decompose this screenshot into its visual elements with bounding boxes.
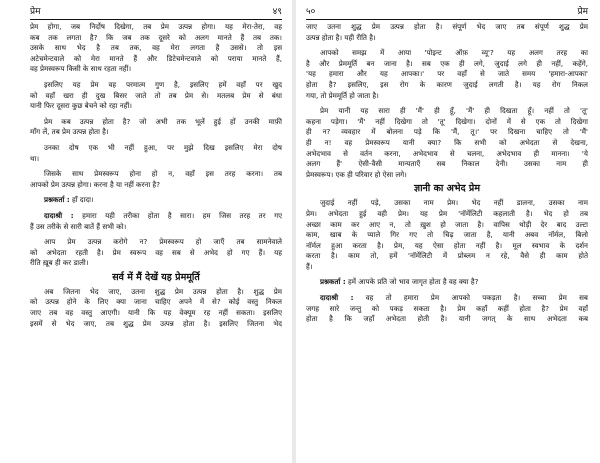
right-page-number: ५० (306, 7, 316, 17)
text-line: कब तक लगता है? कि जब तक दूसरे को अलग मानते हैं तब तक। (30, 32, 282, 42)
left-paragraph-6 (30, 237, 282, 269)
answer-text: हमारा यही तरीका होता है सारा। हम जिस तरह तर गए (73, 210, 282, 220)
right-paragraph-1 (306, 22, 588, 43)
text-line: होता है? इसलिए, इस रोग के कारण जुदाई लगती है। यह रोग निकल (306, 79, 588, 89)
text-line: प्रेम होगा, जब निर्दोष दिखेगा, तब प्रेम उत्पन्न होगा। यह मेरा-तेरा, वह (30, 22, 282, 31)
text-line: हैं उस तरीके से सारी बातें हैं सभी को। (30, 221, 127, 231)
text-line: अच्छा काम कर आए न, तो ख़ुश हो जाता है। वापिस थोड़ी देर बाद उल्टा (306, 219, 588, 229)
left-paragraph-7 (30, 287, 282, 329)
speaker-label: दादाश्री : (320, 293, 354, 303)
left-header-title: प्रेम (30, 7, 41, 17)
left-paragraph-4 (30, 143, 282, 164)
speaker-label: दादाश्री : (44, 210, 74, 220)
text-line: होता है कि जहाँ अभेदता होती है। यानी जगत् के साथ अभेदता कब (306, 314, 588, 324)
right-page-header (306, 6, 588, 20)
text-line: उत्पन्न होता है। यही रीति है। (306, 32, 376, 42)
text-line: था। (30, 153, 40, 163)
text-line: रीति ख़ूब ही कर डाली। (30, 258, 89, 268)
right-paragraph-2 (306, 48, 588, 101)
text-line: अलग हैं' ऐसी-वैसी मान्यताएँ सब निकाल देनी। उसका नाम ही (306, 159, 588, 169)
question-line (30, 195, 282, 206)
right-page (296, 0, 600, 463)
text-line: वह प्रेमस्वरूप किसी के साथ रहता नहीं। (30, 64, 132, 74)
section-heading: सर्व में मैं देखें यह प्रेममूर्ति (112, 271, 200, 283)
text-line: यानी फिर दूसरा कुछ बेचने को रहा नहीं। (30, 101, 132, 111)
text-line: करता है। काम तो, हमें 'नॉर्मेलिटी में प्रोब्लम न रहे, वैसे ही काम होते (306, 251, 588, 261)
left-page-header (30, 6, 282, 20)
text-line: माँग लें, तब प्रेम उत्पन्न होता है। (30, 127, 109, 137)
left-paragraph-5 (30, 169, 282, 190)
text-line: को अभेदता रहती है। प्रेम स्वरूप वह सब से अभेद हो गए हैं। यह (30, 247, 282, 257)
left-paragraph-1 (30, 22, 282, 75)
text-line: प्रेम यानी यह सारा ही 'मैं' ही हूँ, 'मैं' ही दिखता हूँ। नहीं तो 'तू' (320, 106, 588, 116)
text-line: नॉर्मल हुआ करता है। प्रेम, यह ऐसा होता नहीं है। मूल स्वभाव के दर्शन (306, 240, 588, 250)
text-line: जुदाई नहीं पड़े, उसका नाम प्रेम। भेद नहीं डालना, उसका नाम (320, 198, 588, 208)
question-line (306, 277, 588, 288)
right-header-title: प्रेम (577, 7, 588, 17)
text-line: इसमें से भेद जाए, तब शुद्ध प्रेम उत्पन्न होता है। इसलिए जितना भेद (30, 318, 282, 328)
text-line: प्रेम। अभेदता हुई वही प्रेम। यह प्रेम 'नॉर्मेलिटी कहलाती है। भेद हो तब (306, 208, 588, 218)
question-text: हाँ दादा। (69, 195, 94, 205)
text-line: इसलिए यह प्रेम वह परमात्म गुण है, इसलिए हमें वहाँ पर खुद (44, 79, 282, 89)
text-line: ही न? व्यवहार में बोलना पड़े कि 'मैं, तू।' पर दिखना चाहिए तो 'मैं' (306, 127, 588, 137)
left-page-number: ४९ (272, 7, 282, 17)
text-line: अटेचमेन्टवाले को मेरा मानते हैं और डिटेचमेन्टवाले को पराया मानते हैं, (30, 53, 282, 63)
text-line: है और प्रेममूर्ति बन जाना है। सब एक ही लगे, जुदाई लगे ही नहीं, कहेंगे, (306, 58, 588, 68)
text-line: जाए तब वह वस्तु आएगी। यानी कि यह वेक्यूम रह नहीं सकता। इसलिए (30, 308, 282, 318)
speaker-label: प्रश्नकर्ता : (44, 195, 70, 205)
text-line: आप प्रेम उत्पन्न करोगे न? प्रेमस्वरूप हो जाएँ तब सामनेवाले (44, 237, 282, 247)
answer-line (30, 211, 282, 222)
answer-text: वह तो हमारा प्रेम आपको पकड़ता है। सच्चा प्रेम सब (353, 293, 588, 303)
left-paragraph-2 (30, 80, 282, 112)
text-line: आपको प्रेम उत्पन्न होगा। करना है या नहीं करना है? (30, 179, 160, 189)
text-line: जगह सारे जन्तु को पकड़ सकता है। प्रेम कहाँ कहीं होता है? प्रेम वहाँ (306, 303, 588, 313)
answer-block (306, 293, 588, 325)
left-paragraph-3 (30, 117, 282, 138)
text-line: ही न! वह प्रेमस्वरूप यानी क्या? कि सभी को अभेदता से देखना, (306, 137, 588, 147)
text-line: जाए उतना शुद्ध प्रेम उत्पन्न होता है। संपूर्ण भेद जाए तब संपूर्ण शुद्ध प्रेम (306, 22, 588, 31)
right-paragraph-3 (306, 106, 588, 180)
text-line: कहना पड़ेगा। 'मैं' नहीं दिखेगा तो 'तू' दिखेगा। दोनों में से एक तो दिखेगा (306, 116, 588, 126)
text-line: को उत्पन्न होने के लिए क्या जाना चाहिए अपने में से? कोई वस्तु निकल (30, 297, 282, 307)
answer-block (30, 211, 282, 232)
text-line: उनका दोष एक भी नहीं हुआ, पर मुझे दिख इसलिए मेरा दोष (44, 142, 282, 152)
text-line: को वहाँ खरा ही दुख बिसर जाते तो तब प्रेम से। मतलब प्रेम से बंधा (30, 90, 282, 100)
text-line: अब जितना भेद जाए, उतना शुद्ध प्रेम उत्पन्न होता है। शुद्ध प्रेम (44, 286, 282, 296)
text-line: 'यह हमारा और यह आपका।' पर वहाँ से जाते समय 'हमारा-आपका' (306, 69, 588, 79)
text-line: आपको समझ में आया 'पोइन्ट ऑफ़ व्यू'? यह अलग तरह का (320, 48, 588, 58)
section-heading: ज्ञानी का अभेद प्रेम (413, 183, 481, 195)
text-line: काम, खाब के प्याले गिर गए तो चिढ़ जाता है, यानी अबव नॉर्मल, बिलो (306, 230, 588, 240)
text-line: जिसके साथ प्रेमस्वरूप होना हो न, वहाँ इस तरह करना। तब (44, 169, 282, 179)
left-page (0, 0, 292, 463)
text-line: हैं। (306, 261, 313, 271)
text-line: प्रेमस्वरूप। एक ही परिवार हो ऐसा लगे। (306, 169, 407, 179)
text-line: गया, तो प्रेममूर्ति हो जाता है। (306, 90, 379, 100)
question-text: हमें आपके प्रति जो भाव जागृत होता है वह क्या है? (345, 277, 479, 287)
right-paragraph-4 (306, 198, 588, 272)
answer-line (306, 293, 588, 304)
text-line: प्रेम कब उत्पन्न होता है? जो अभी तक भूलें हुई हों उनकी माफ़ी (44, 116, 282, 126)
text-line: उसके साथ भेद है तब तक, वह मेरा लगता है उससे। तो इस (30, 43, 282, 53)
speaker-label: प्रश्नकर्ता : (320, 277, 346, 287)
text-line: अभेदभाव से वर्तन करना, अभेदभाव से चलना, अभेदभाव ही मानना। 'ये (306, 148, 588, 158)
